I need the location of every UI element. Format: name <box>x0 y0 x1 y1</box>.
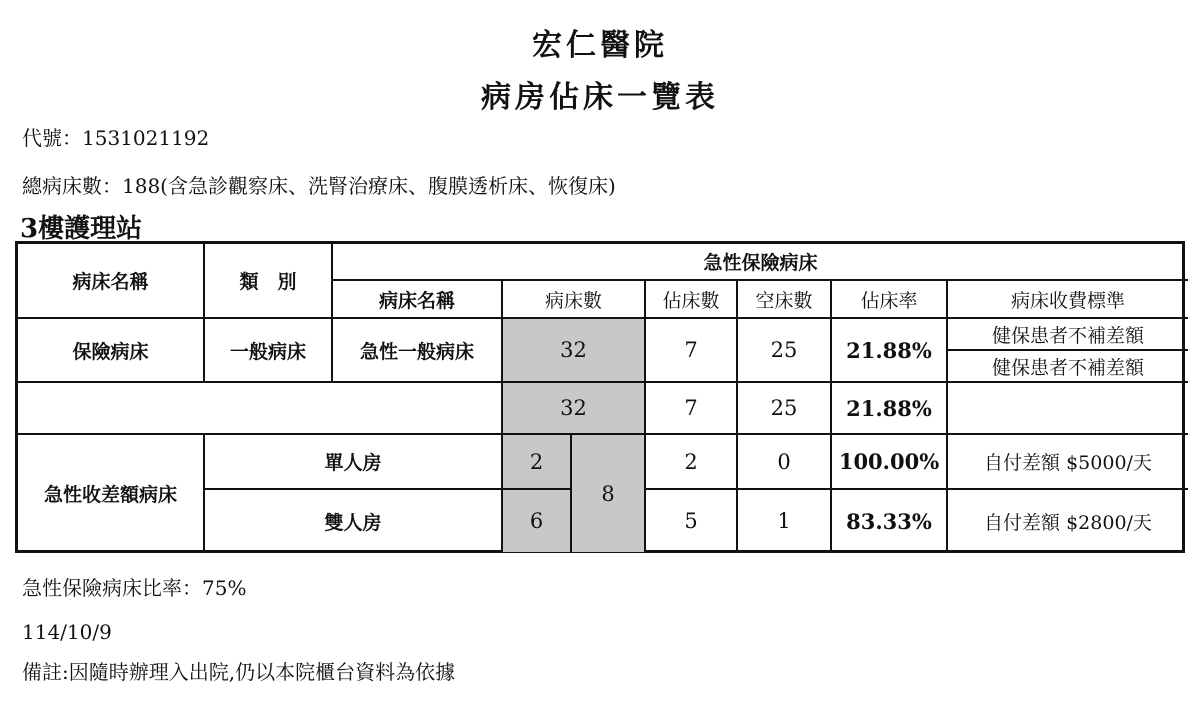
double-room-occupancy-rate: 83.33% <box>832 490 948 552</box>
surcharge-total-beds: 8 <box>572 435 646 552</box>
header-bed-name: 病床名稱 <box>18 244 205 319</box>
header-fee-standard: 病床收費標準 <box>948 281 1188 319</box>
single-room-fee: 自付差額 $5000/天 <box>948 435 1188 490</box>
header-acute-insured-group: 急性保險病床 <box>333 244 1188 281</box>
double-room-empty: 1 <box>738 490 832 552</box>
insured-bed-type: 急性一般病床 <box>333 319 503 383</box>
header-empty: 空床數 <box>738 281 832 319</box>
insured-fee-standard-2: 健保患者不補差額 <box>948 351 1188 383</box>
insured-bed-count: 32 <box>503 319 646 383</box>
double-room-occupied: 5 <box>646 490 738 552</box>
document-title: 病房佔床一覽表 <box>481 80 719 115</box>
single-room-beds: 2 <box>503 435 572 490</box>
surcharge-bed-name: 急性收差額病床 <box>18 435 205 552</box>
subtotal-occupancy-rate: 21.88% <box>832 383 948 435</box>
insured-empty: 25 <box>738 319 832 383</box>
insured-occupied: 7 <box>646 319 738 383</box>
remark-note: 備註:因隨時辦理入出院,仍以本院櫃台資料為依據 <box>22 660 456 684</box>
header-occupancy-rate: 佔床率 <box>832 281 948 319</box>
subtotal-bed-count: 32 <box>503 383 646 435</box>
header-sub-bed-name: 病床名稱 <box>333 281 503 319</box>
insured-occupancy-rate: 21.88% <box>832 319 948 383</box>
acute-insured-ratio: 急性保險病床比率：75% <box>22 576 247 600</box>
double-room-beds: 6 <box>503 490 572 552</box>
subtotal-label-cell <box>18 383 503 435</box>
single-room-empty: 0 <box>738 435 832 490</box>
hospital-name: 宏仁醫院 <box>532 28 668 63</box>
total-beds-line: 總病床數：188(含急診觀察床、洗腎治療床、腹膜透析床、恢復床) <box>22 174 616 198</box>
report-date: 114/10/9 <box>22 620 112 644</box>
single-room-label: 單人房 <box>205 435 503 490</box>
subtotal-fee-standard <box>948 383 1188 435</box>
bed-occupancy-table <box>15 241 1185 553</box>
insured-category: 一般病床 <box>205 319 333 383</box>
insured-fee-standard-1: 健保患者不補差額 <box>948 319 1188 351</box>
subtotal-occupied: 7 <box>646 383 738 435</box>
code-line: 代號：1531021192 <box>22 126 210 150</box>
station-title: 3樓護理站 <box>20 214 143 244</box>
insured-bed-name: 保險病床 <box>18 319 205 383</box>
single-room-occupancy-rate: 100.00% <box>832 435 948 490</box>
double-room-label: 雙人房 <box>205 490 503 552</box>
header-bed-count: 病床數 <box>503 281 646 319</box>
subtotal-empty: 25 <box>738 383 832 435</box>
single-room-occupied: 2 <box>646 435 738 490</box>
header-category: 類 別 <box>205 244 333 319</box>
double-room-fee: 自付差額 $2800/天 <box>984 511 1152 534</box>
header-occupied: 佔床數 <box>646 281 738 319</box>
